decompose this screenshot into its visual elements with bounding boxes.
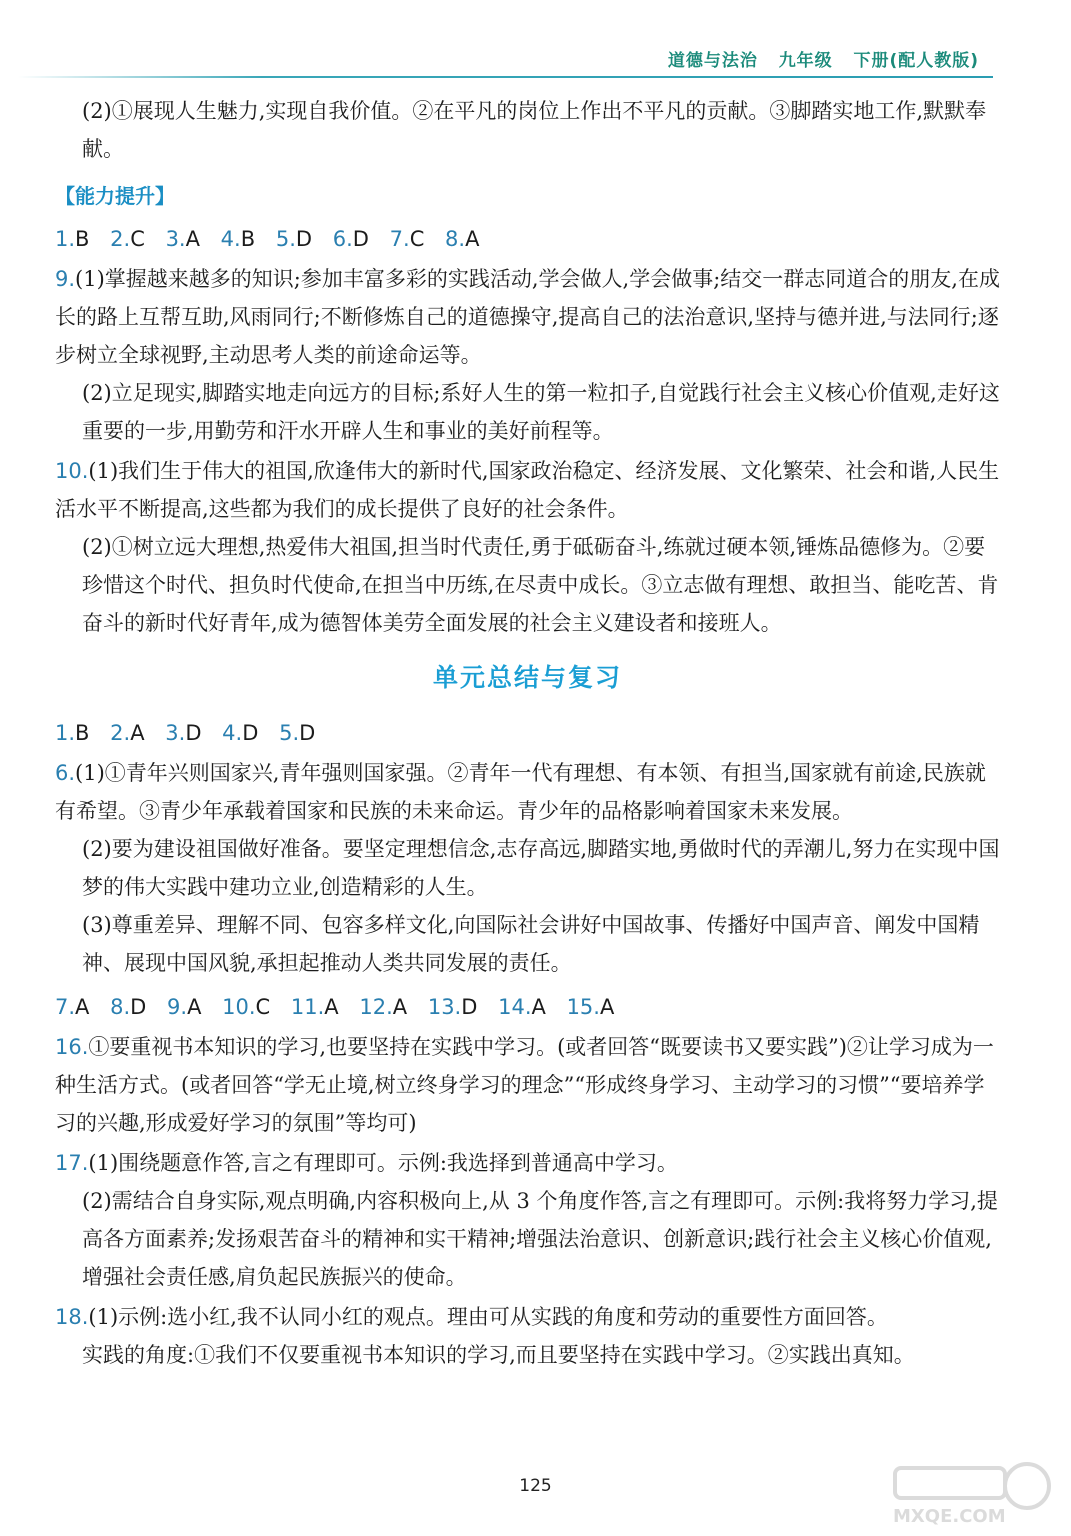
q17-number: 17. [55, 1151, 89, 1175]
choice-answer: 1.B [55, 227, 90, 251]
question-10 [55, 452, 1000, 642]
q16-part1: 16.①要重视书本知识的学习,也要坚持在实践中学习。(或者回答“既要读书又要实践”)②让学习成为一种生活方式。(或者回答“学无止境,树立终身学习的理念”“形成终身学习、主动学习的习惯”“要培养学习的兴趣,形成爱好学习的氛围”等均可) [55, 1035, 994, 1135]
choice-answer: 7.C [389, 227, 425, 251]
choice-answer: 11.A [290, 995, 339, 1019]
choice-answer: 13.D [427, 995, 478, 1019]
choice-answer: 8.D [110, 995, 147, 1019]
q18-number: 18. [55, 1305, 89, 1329]
watermark-text: MXQE.COM [893, 1506, 1006, 1527]
choice-answer: 2.C [110, 227, 145, 251]
q9-part2: (2)立足现实,脚踏实地走向远方的目标;系好人生的第一粒扣子,自觉践行社会主义核心价值观,走好这重要的一步,用勤劳和汗水开辟人生和事业的美好前程等。 [82, 381, 1000, 443]
q17-part2: (2)需结合自身实际,观点明确,内容积极向上,从 3 个角度作答,言之有理即可。示例:我将努力学习,提高各方面素养;发扬艰苦奋斗的精神和实干精神;增强法治意识、创新意识;践行社会主义核心价值观,增强社会责任感,肩负起民族振兴的使命。 [82, 1189, 998, 1289]
q10-part2: (2)①树立远大理想,热爱伟大祖国,担当时代责任,勇于砥砺奋斗,练就过硬本领,锤炼品德修为。②要珍惜这个时代、担负时代使命,在担当中历练,在尽责中成长。③立志做有理想、敢担当、能吃苦、肯奋斗的新时代好青年,成为德智体美劳全面发展的社会主义建设者和接班人。 [82, 535, 999, 635]
q17-part1: 17.(1)围绕题意作答,言之有理即可。示例:我选择到普通高中学习。 [55, 1151, 678, 1175]
choice-answer: 10.C [222, 995, 271, 1019]
question-6 [55, 754, 1000, 982]
choice-answer: 6.D [332, 227, 369, 251]
answer-content [55, 92, 1000, 1374]
choice-answer: 1.B [55, 721, 90, 745]
q6-part3: (3)尊重差异、理解不同、包容多样文化,向国际社会讲好中国故事、传播好中国声音、阐发中国精神、展现中国风貌,承担起推动人类共同发展的责任。 [82, 913, 980, 975]
q18-part1: 18.(1)示例:选小红,我不认同小红的观点。理由可从实践的角度和劳动的重要性方面回答。 [55, 1305, 888, 1329]
intro-q2: (2)①展现人生魅力,实现自我价值。②在平凡的岗位上作出不平凡的贡献。③脚踏实地工作,默默奉献。 [82, 99, 987, 161]
choice-answer: 2.A [110, 721, 145, 745]
unit-choice-answers-2 [55, 988, 1000, 1026]
q10-part1: 10.(1)我们生于伟大的祖国,欣逢伟大的新时代,国家政治稳定、经济发展、文化繁荣、社会和谐,人民生活水平不断提高,这些都为我们的成长提供了良好的社会条件。 [55, 459, 1000, 521]
choice-answer: 12.A [359, 995, 408, 1019]
running-header [668, 46, 979, 71]
q16-number: 16. [55, 1035, 89, 1059]
choice-answer: 15.A [566, 995, 615, 1019]
section-label-ability: 【能力提升】 [55, 184, 175, 208]
header-grade: 九年级 [778, 51, 833, 71]
choice-answer: 4.D [222, 721, 259, 745]
choice-answer: 14.A [498, 995, 546, 1019]
q18-part2: 实践的角度:①我们不仅要重视书本知识的学习,而且要坚持在实践中学习。②实践出真知。 [82, 1343, 915, 1367]
choice-answer: 8.A [445, 227, 480, 251]
choice-answer: 9.A [167, 995, 202, 1019]
watermark-logo [887, 1458, 1057, 1528]
choice-answer: 5.D [279, 721, 316, 745]
question-9 [55, 260, 1000, 450]
question-16 [55, 1028, 1000, 1142]
header-volume: 下册(配人教版) [853, 51, 979, 71]
choice-answer: 4.B [220, 227, 256, 251]
ability-choice-answers [55, 220, 1000, 258]
q9-number: 9. [55, 267, 76, 291]
question-18 [55, 1298, 1000, 1374]
q6-part1: 6.(1)①青年兴则国家兴,青年强则国家强。②青年一代有理想、有本领、有担当,国家就有前途,民族就有希望。③青少年承载着国家和民族的未来命运。青少年的品格影响着国家未来发展。 [55, 761, 986, 823]
header-subject: 道德与法治 [667, 51, 758, 71]
q9-part1: 9.(1)掌握越来越多的知识;参加丰富多彩的实践活动,学会做人,学会做事;结交一群志同道合的朋友,在成长的路上互帮互助,风雨同行;不断修炼自己的道德操守,提高自己的法治意识,坚持与德并进,与法同行;逐步树立全球视野,主动思考人类的前途命运等。 [55, 267, 1000, 367]
choice-answer: 7.A [55, 995, 90, 1019]
q6-number: 6. [55, 761, 76, 785]
question-17 [55, 1144, 1000, 1296]
q6-part2: (2)要为建设祖国做好准备。要坚定理想信念,志存高远,脚踏实地,勇做时代的弄潮儿,努力在实现中国梦的伟大实践中建功立业,创造精彩的人生。 [82, 837, 1000, 899]
unit-choice-answers-1 [55, 714, 1000, 752]
choice-answer: 3.A [165, 227, 200, 251]
choice-answer: 3.D [165, 721, 202, 745]
q10-number: 10. [55, 459, 89, 483]
page-number: 125 [519, 1476, 552, 1496]
header-rule [18, 76, 993, 78]
choice-answer: 5.D [275, 227, 313, 251]
unit-summary-title: 单元总结与复习 [432, 663, 622, 692]
